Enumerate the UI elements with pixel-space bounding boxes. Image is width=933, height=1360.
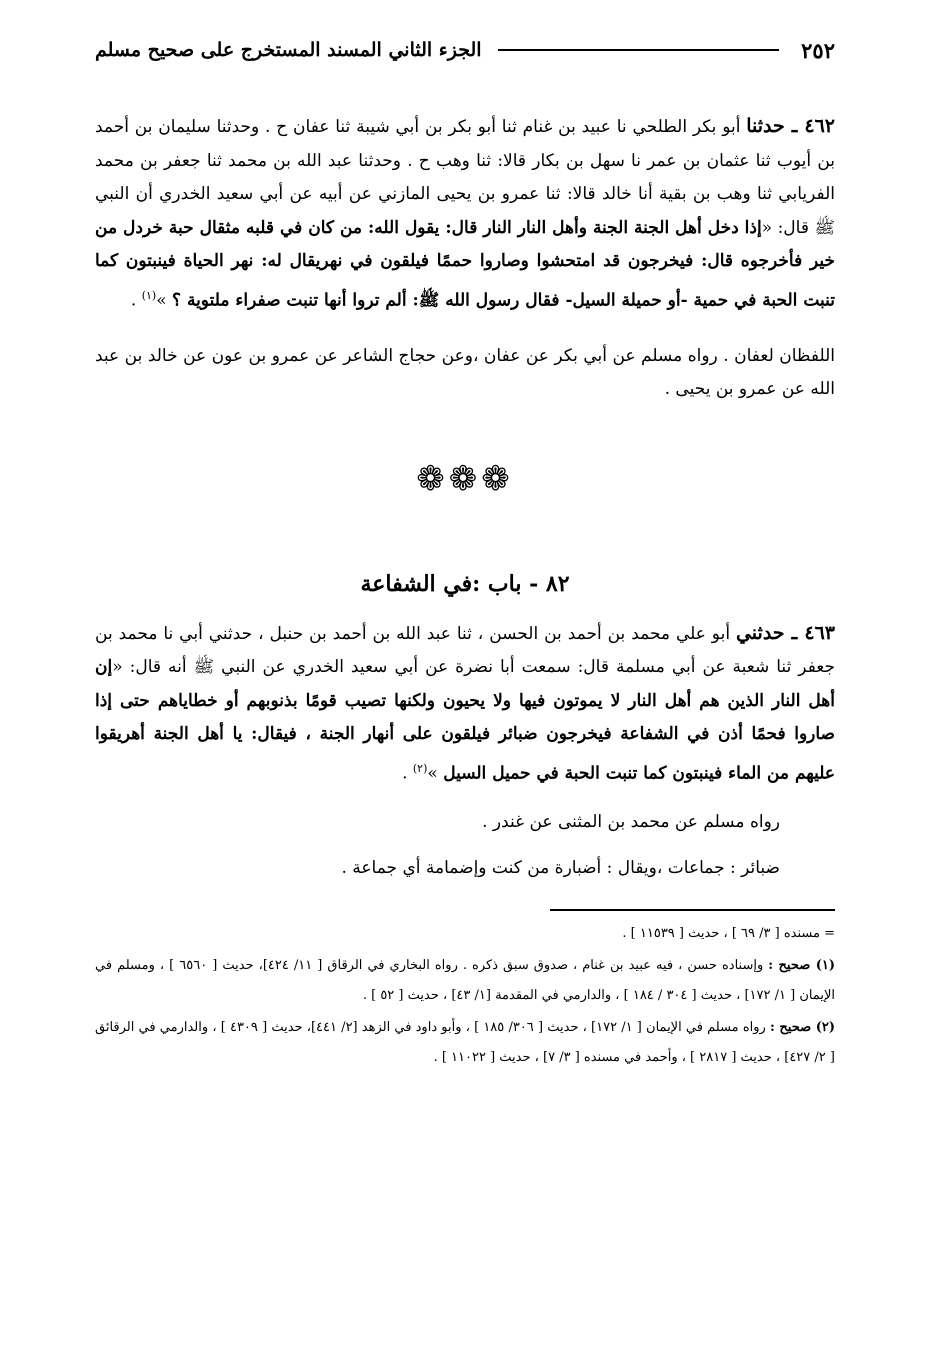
- hadith-462-end-mark: .: [130, 290, 142, 311]
- hadith-463-text: [95, 617, 835, 791]
- footnote-ref-1[interactable]: (١): [141, 288, 157, 302]
- running-head: [95, 30, 835, 70]
- hadith-463-narration: رواه مسلم عن محمد بن المثنى عن غندر .: [482, 811, 780, 832]
- hadith-463-isnad: أبو علي محمد بن أحمد بن الحسن ، ثنا عبد الله بن أحمد بن حنبل ، حدثني أبي نا محمد بن جعفر ثنا شعبة عن أبي مسلمة قال: سمعت أبا نضرة عن أبي سعيد الخدري عن النبي ﷺ أنه قال: «: [95, 623, 835, 678]
- book-title: الجزء الثاني المسند المستخرج على صحيح مسلم: [95, 39, 482, 61]
- hadith-462-label: ٤٦٢ ـ حدثنا: [746, 115, 836, 137]
- book-page: [95, 30, 835, 1350]
- header-rule: [498, 49, 780, 51]
- hadith-463-label: ٤٦٣ ـ حدثني: [735, 621, 835, 644]
- chapter-title: ٨٢ - باب :في الشفاعة: [360, 570, 570, 597]
- hadith-463-matn: إن أهل النار الذين هم أهل النار لا يموتون فيها ولا يحيون ولكنها تصيب قومًا بذنوبهم أو خطاياهم حتى إذا صاروا فحمًا أذن في الشفاعة فيخرجون ضبائر فيلقون على أنهار الجنة ، فيقال: يا أهل الجنة أهريقوا عليهم من الماء فينبتون كما تنبت الحبة في حميل السيل: [95, 657, 835, 784]
- footnote-2: [95, 1013, 835, 1073]
- footnote-1-grade: (١) صحيح :: [768, 957, 835, 973]
- section-separator: ❁❁❁: [416, 458, 514, 499]
- hadith-462-matn: إذا دخل أهل الجنة الجنة وأهل النار النار قال: يقول الله: من كان في قلبه مثقال حبة خردل من خير فأخرجوه قال: فيخرجون قد امتحشوا وصاروا حممًا فيلقون في نهريقال له: نهر الحياة فينبتون كما تنبت الحبة في حمية -أو حميلة السيل- فقال رسول الله ﷺ: ألم تروا أنها تنبت صفراء ملتوية ؟: [95, 217, 835, 311]
- hadith-463-end-mark: .: [402, 763, 413, 784]
- footnote-1-text: وإسناده حسن ، فيه عبيد بن غنام ، صدوق سبق ذكره . رواه البخاري في الرقاق [ ١١/ ٤٢٤]، حديث [ ٦٥٦٠ ] ، ومسلم في الإيمان [ ١/ ١٧٢] ، حديث [ ٣٠٤ / ١٨٤ ] ، والدارمي في المقدمة [١/ ٤٣] ، حديث [ ٥٢ ] .: [95, 957, 835, 1003]
- hadith-462-narration: اللفظان لعفان . رواه مسلم عن أبي بكر عن عفان ،وعن حجاج الشاعر عن عمرو بن عون عن خالد بن عبد الله عن عمرو بن يحيى .: [95, 345, 835, 400]
- page-number: ٢٥٢: [801, 37, 835, 63]
- hadith-462-text: [95, 110, 835, 318]
- footnote-1: [95, 951, 835, 1011]
- hadith-462-isnad: أبو بكر الطلحي نا عبيد بن غنام ثنا أبو بكر بن أبي شيبة ثنا عفان ح . وحدثنا سليمان بن أحمد بن أيوب ثنا عثمان بن عمر نا سهل بن بكار قالا: ثنا وهب ح . وحدثنا عبد الله بن محمد ثنا جعفر بن محمد الفريابي ثنا وهب بن بقية أنا خالد قالا: ثنا عمرو بن يحيى المازني عن أبيه عن أبي سعيد الخدري أن النبي ﷺ قال: «: [95, 117, 835, 238]
- footnote-2-text: رواه مسلم في الإيمان [ ١/ ١٧٢] ، حديث [ ٣٠٦/ ١٨٥ ] ، وأبو داود في الزهد [٢/ ٤٤١]، حديث [ ٤٣٠٩ ] ، والدارمي في الرقائق [ ٢/ ٤٢٧] ، حديث [ ٢٨١٧ ] ، وأحمد في مسنده [ ٣/ ٧] ، حديث [ ١١٠٢٢ ] .: [95, 1019, 835, 1065]
- footnote-2-grade: (٢) صحيح :: [770, 1019, 835, 1035]
- hadith-462-quote-end: »: [156, 290, 173, 311]
- footnote-rule: [550, 909, 835, 911]
- word-gloss: ضبائر : جماعات ،ويقال : أضبارة من كنت وإضمامة أي جماعة .: [341, 857, 780, 878]
- footnotes: [95, 919, 835, 1073]
- footnote-continuation: = مسنده [ ٣/ ٦٩ ] ، حديث [ ١١٥٣٩ ] .: [622, 925, 835, 941]
- footnote-ref-2[interactable]: (٢): [412, 761, 428, 775]
- hadith-463-quote-end: »: [427, 763, 444, 784]
